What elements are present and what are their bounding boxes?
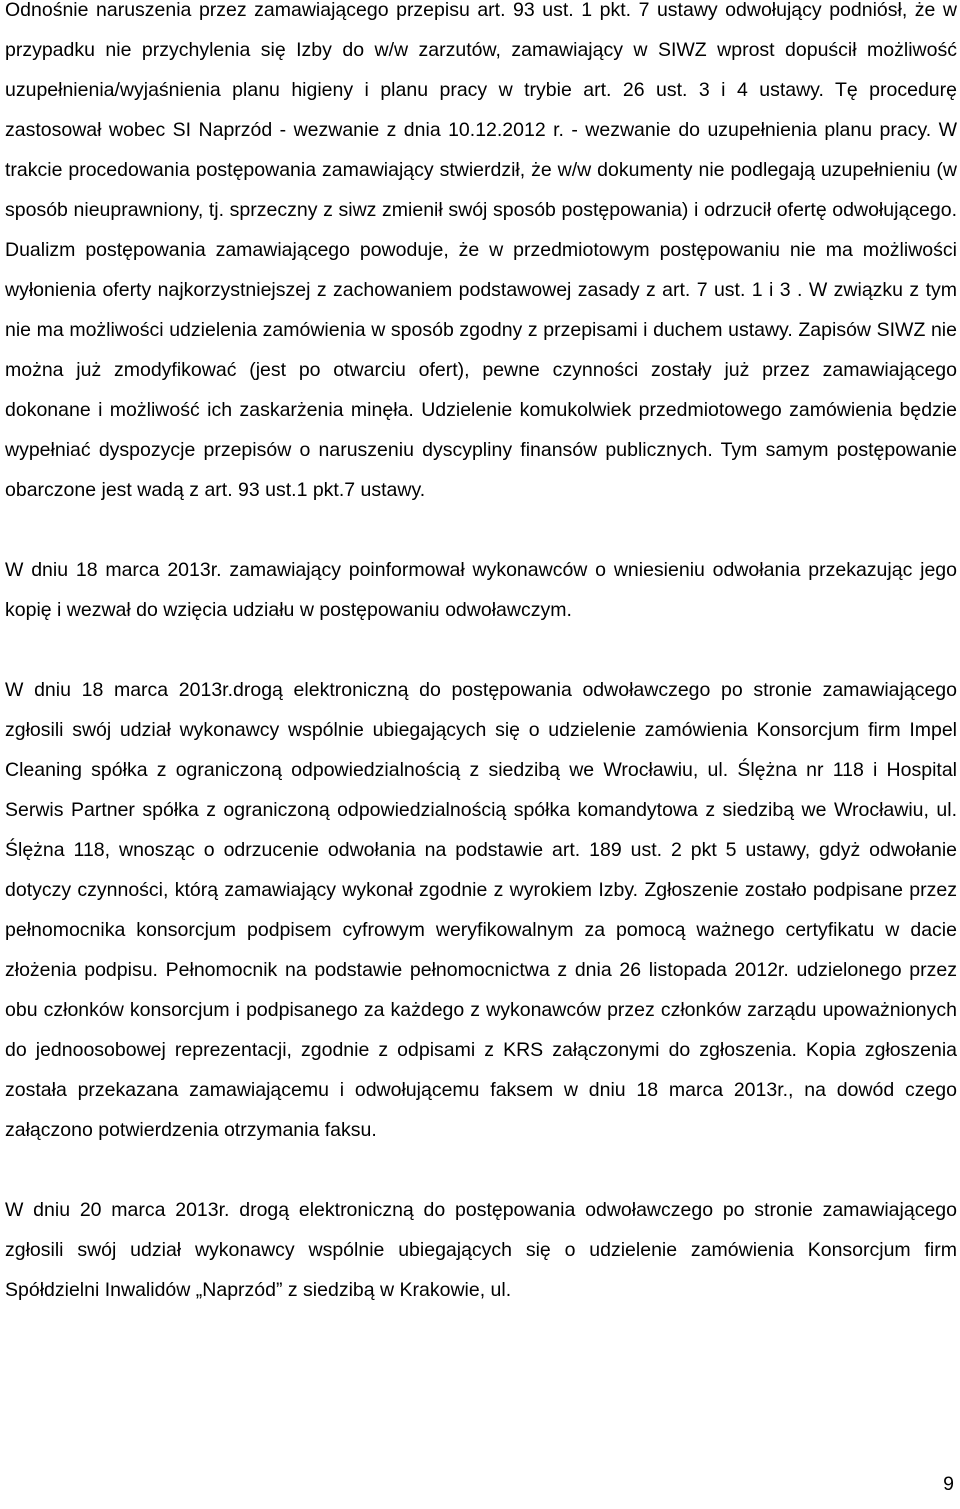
paragraph-zarzut: Odnośnie naruszenia przez zamawiającego przepisu art. 93 ust. 1 pkt. 7 ustawy odwołujący podniósł, że w przypadku nie przychylenia się Izby do w/w zarzutów, zamawiający w SIWZ wprost dopuścił możliwość uzupełnienia/wyjaśnienia planu higieny i planu pracy w trybie art. 26 ust. 3 i 4 ustawy. Tę procedurę zastosował wobec SI Naprzód - wezwanie z dnia 10.12.2012 r. - wezwanie do uzupełnienia planu pracy. W trakcie procedowania postępowania zamawiający stwierdził, że w/w dokumenty nie podlegają uzupełnieniu (w sposób nieuprawniony, tj. sprzeczny z siwz zmienił swój sposób postępowania) i odrzucił ofertę odwołującego. Dualizm postępowania zamawiającego powoduje, że w przedmiotowym postępowaniu nie ma możliwości wyłonienia oferty najkorzystniejszej z zachowaniem podstawowej zasady z art. 7 ust. 1 i 3 . W związku z tym nie ma możliwości udzielenia zamówienia w sposób zgodny z przepisami i duchem ustawy. Zapisów SIWZ nie można już zmodyfikować (jest po otwarciu ofert), pewne czynności zostały już przez zamawiającego dokonane i możliwość ich zaskarżenia minęła. Udzielenie komukolwiek przedmiotowego zamówienia będzie wypełniać dyspozycje przepisów o naruszeniu dyscypliny finansów publicznych. Tym samym postępowanie obarczone jest wadą z art. 93 ust.1 pkt.7 ustawy. bbox=[5, 0, 957, 501]
paragraph-przystapienie-naprzod: W dniu 20 marca 2013r. drogą elektroniczną do postępowania odwoławczego po stronie zamawiającego zgłosili swój udział wykonawcy wspólnie ubiegających się o udzielenie zamówienia Konsorcjum firm Spółdzielni Inwalidów „Naprzód” z siedzibą w Krakowie, ul. bbox=[5, 1199, 957, 1301]
paragraph-spacer bbox=[5, 510, 957, 550]
paragraph-spacer bbox=[5, 630, 957, 670]
page-number: 9 bbox=[943, 1473, 954, 1495]
paragraph-informacja: W dniu 18 marca 2013r. zamawiający poinformował wykonawców o wniesieniu odwołania przekazując jego kopię i wezwał do wzięcia udziału w postępowaniu odwoławczym. bbox=[5, 559, 957, 621]
document-page bbox=[5, 0, 957, 1310]
paragraph-przystapienie-impel: W dniu 18 marca 2013r.drogą elektroniczną do postępowania odwoławczego po stronie zamawiającego zgłosili swój udział wykonawcy wspólnie ubiegających się o udzielenie zamówienia Konsorcjum firm Impel Cleaning spółka z ograniczoną odpowiedzialnością z siedzibą we Wrocławiu, ul. Ślężna nr 118 i Hospital Serwis Partner spółka z ograniczoną odpowiedzialnością spółka komandytowa z siedzibą we Wrocławiu, ul. Ślężna 118, wnosząc o odrzucenie odwołania na podstawie art. 189 ust. 2 pkt 5 ustawy, gdyż odwołanie dotyczy czynności, którą zamawiający wykonał zgodnie z wyrokiem Izby. Zgłoszenie zostało podpisane przez pełnomocnika konsorcjum podpisem cyfrowym weryfikowalnym za pomocą ważnego certyfikatu w dacie złożenia podpisu. Pełnomocnik na podstawie pełnomocnictwa z dnia 26 listopada 2012r. udzielonego przez obu członków konsorcjum i podpisanego za każdego z wykonawców przez członków zarządu upoważnionych do jednoosobowej reprezentacji, zgodnie z odpisami z KRS załączonymi do zgłoszenia. Kopia zgłoszenia została przekazana zamawiającemu i odwołującemu faksem w dniu 18 marca 2013r., na dowód czego załączono potwierdzenia otrzymania faksu. bbox=[5, 679, 957, 1141]
paragraph-spacer bbox=[5, 1150, 957, 1190]
